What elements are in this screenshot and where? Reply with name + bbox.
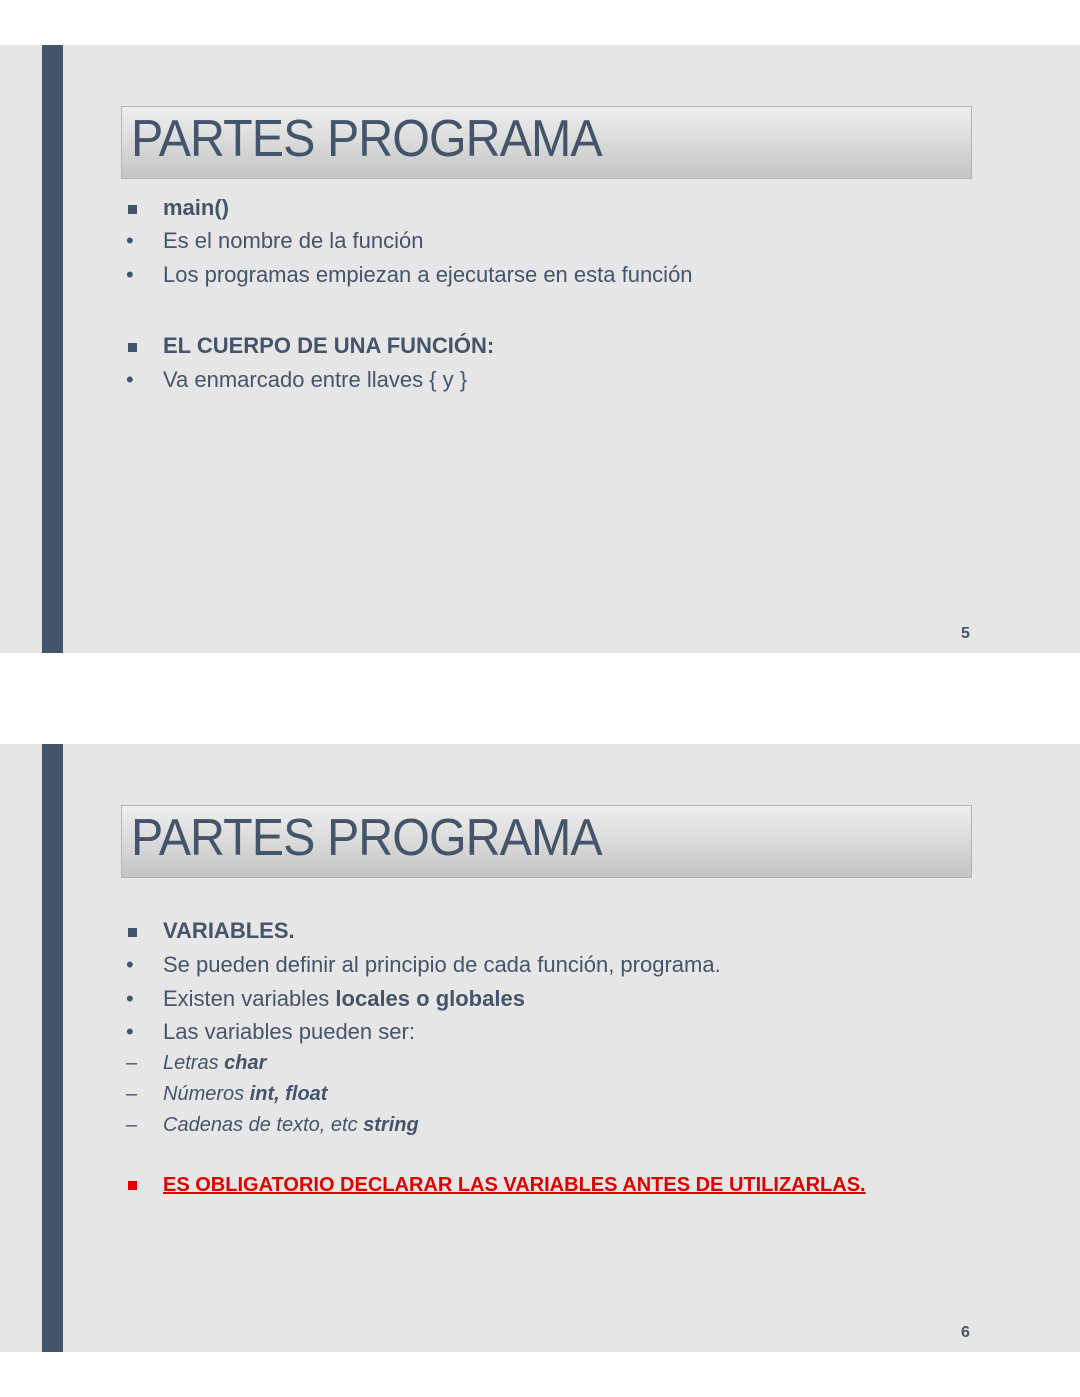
warning <box>126 1174 866 1197</box>
bullet: • Se pueden definir al principio de cada función, programa. <box>126 952 721 977</box>
bullet-text: Los programas empiezan a ejecutarse en esta función <box>163 262 693 287</box>
item-text: Números <box>163 1083 250 1105</box>
item-bold: string <box>363 1114 419 1136</box>
bullet-text: Se pueden definir al principio de cada función, programa. <box>163 952 721 977</box>
bullet-text: Existen variables <box>163 986 336 1011</box>
dash-item: – Números int, float <box>126 1083 328 1105</box>
heading-text: main() <box>163 195 229 220</box>
square-bullet-icon <box>128 205 137 214</box>
heading-text: EL CUERPO DE UNA FUNCIÓN: <box>163 333 495 358</box>
item-bold: char <box>224 1052 267 1074</box>
bullet: • Es el nombre de la función <box>126 228 424 253</box>
accent-bar <box>42 744 63 1352</box>
bullet: • Las variables pueden ser: <box>126 1019 415 1044</box>
slide-5 <box>0 45 1080 653</box>
bullet: • Los programas empiezan a ejecutarse en esta función <box>126 262 693 287</box>
heading-main <box>126 195 229 221</box>
bullet: • Va enmarcado entre llaves { y } <box>126 367 468 392</box>
page-number: 6 <box>961 1324 970 1341</box>
item-text: Letras <box>163 1052 225 1074</box>
slide-title: PARTES PROGRAMA <box>131 110 602 168</box>
square-bullet-icon <box>128 1181 137 1190</box>
dash-item: – Letras char <box>126 1052 267 1074</box>
page-number: 5 <box>961 625 970 642</box>
heading-text: VARIABLES. <box>163 918 295 943</box>
dash-item: – Cadenas de texto, etc string <box>126 1114 419 1136</box>
heading-variables <box>126 918 295 944</box>
heading-body <box>126 333 494 359</box>
slide-6 <box>0 744 1080 1352</box>
warning-text: ES OBLIGATORIO DECLARAR LAS VARIABLES ANTES DE UTILIZARLAS. <box>163 1174 866 1196</box>
slide-title: PARTES PROGRAMA <box>131 809 602 867</box>
square-bullet-icon <box>128 928 137 937</box>
bullet-bold: locales o globales <box>335 986 525 1011</box>
bullet-text: Las variables pueden ser: <box>163 1019 415 1044</box>
bullet-text: Es el nombre de la función <box>163 228 424 253</box>
item-text: Cadenas de texto, etc <box>163 1114 364 1136</box>
accent-bar <box>42 45 63 653</box>
bullet: • Existen variables locales o globales <box>126 986 525 1011</box>
square-bullet-icon <box>128 343 137 352</box>
bullet-text: Va enmarcado entre llaves { y } <box>163 367 468 392</box>
title-box <box>121 106 972 179</box>
item-bold: int, float <box>249 1083 328 1105</box>
title-box <box>121 805 972 878</box>
